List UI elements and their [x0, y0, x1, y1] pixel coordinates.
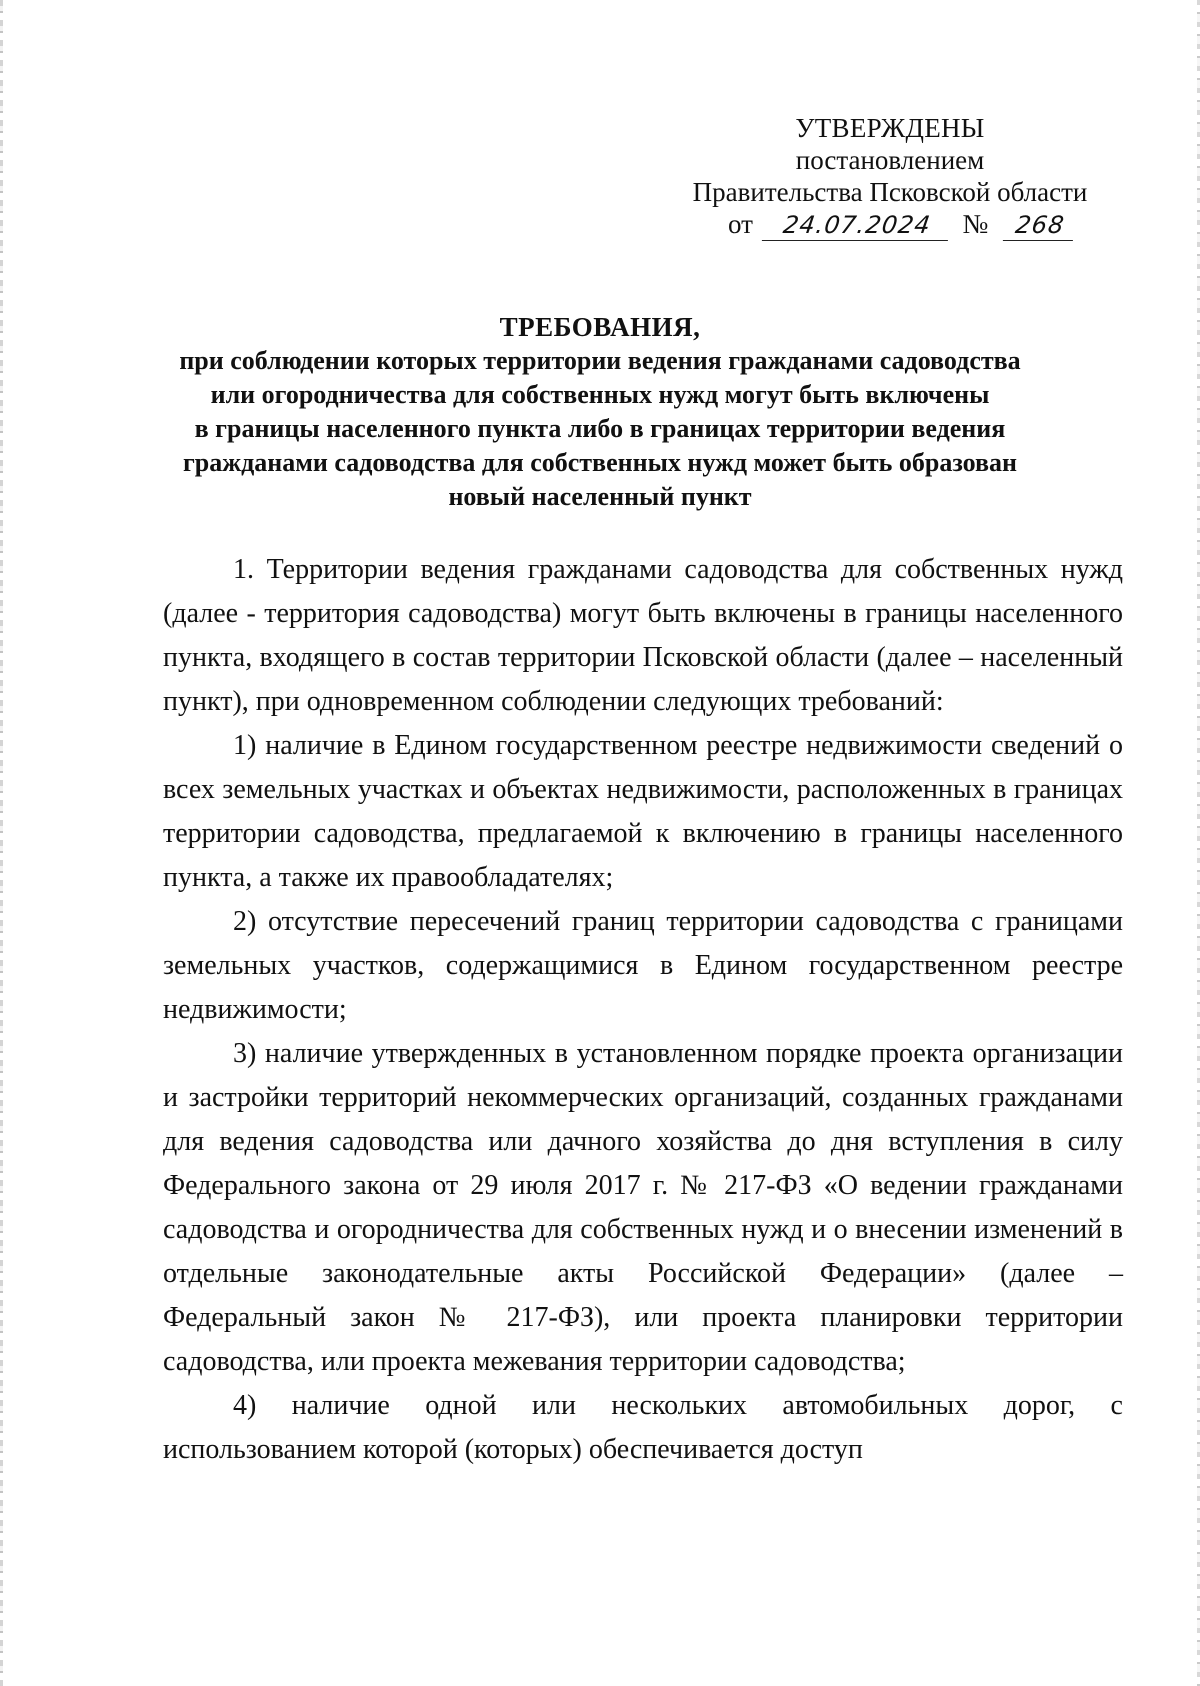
approval-date-row	[680, 208, 1100, 241]
title-subtitle-line: или огородничества для собственных нужд могут быть включены	[210, 380, 990, 409]
title-subtitle-line: новый населенный пункт	[448, 482, 752, 511]
number-sign: №	[962, 209, 989, 239]
title-subtitle-line: при соблюдении которых территории ведения гражданами садоводства	[179, 346, 1021, 375]
paragraph-1: 1. Территории ведения гражданами садоводства для собственных нужд (далее - территория садоводства) могут быть включены в границы населенного пункта, входящего в состав территории Псковской области (далее – населенный пункт), при одновременном соблюдении следующих требований:	[163, 554, 1123, 717]
approval-stamp-block	[680, 112, 1100, 241]
paragraph-item-1: 1) наличие в Едином государственном реестре недвижимости сведений о всех земельных участках и объектах недвижимости, расположенных в границах территории садоводства, предлагаемой к включению в границы населенного пункта, а также их правообладателях;	[163, 730, 1123, 893]
document-title: ТРЕБОВАНИЯ,	[499, 312, 701, 342]
title-subtitle-line: гражданами садоводства для собственных нужд может быть образован	[182, 448, 1018, 477]
approval-resolution-label: постановлением	[795, 145, 985, 175]
scan-edge-left	[0, 0, 3, 1686]
document-body	[163, 548, 1123, 1472]
date-prefix: от	[728, 209, 753, 239]
paragraph-item-2: 2) отсутствие пересечений границ территории садоводства с границами земельных участков, содержащимися в Едином государственном реестре недвижимости;	[163, 906, 1123, 1025]
approval-authority: Правительства Псковской области	[692, 177, 1088, 207]
handwritten-number: 268	[1003, 210, 1077, 241]
paragraph-item-3: 3) наличие утвержденных в установленном порядке проекта организации и застройки территорий некоммерческих организаций, созданных гражданами для ведения садоводства или дачного хозяйства до дня вступления в силу Федерального закона от 29 июля 2017 г. № 217-ФЗ «О ведении гражданами садоводства и огородничества для собственных нужд и о внесении изменений в отдельные законодательные акты Российской Федерации» (далее – Федеральный закон № 217-ФЗ), или проекта планировки территории садоводства, или проекта межевания территории садоводства;	[163, 1038, 1123, 1377]
paragraph-item-4: 4) наличие одной или нескольких автомобильных дорог, с использованием которой (которых) обеспечивается доступ	[163, 1390, 1123, 1465]
approval-heading: УТВЕРЖДЕНЫ	[795, 113, 985, 143]
title-subtitle-line: в границы населенного пункта либо в границах территории ведения	[194, 414, 1006, 443]
handwritten-date: 24.07.2024	[762, 210, 952, 241]
document-title-block	[150, 310, 1050, 514]
